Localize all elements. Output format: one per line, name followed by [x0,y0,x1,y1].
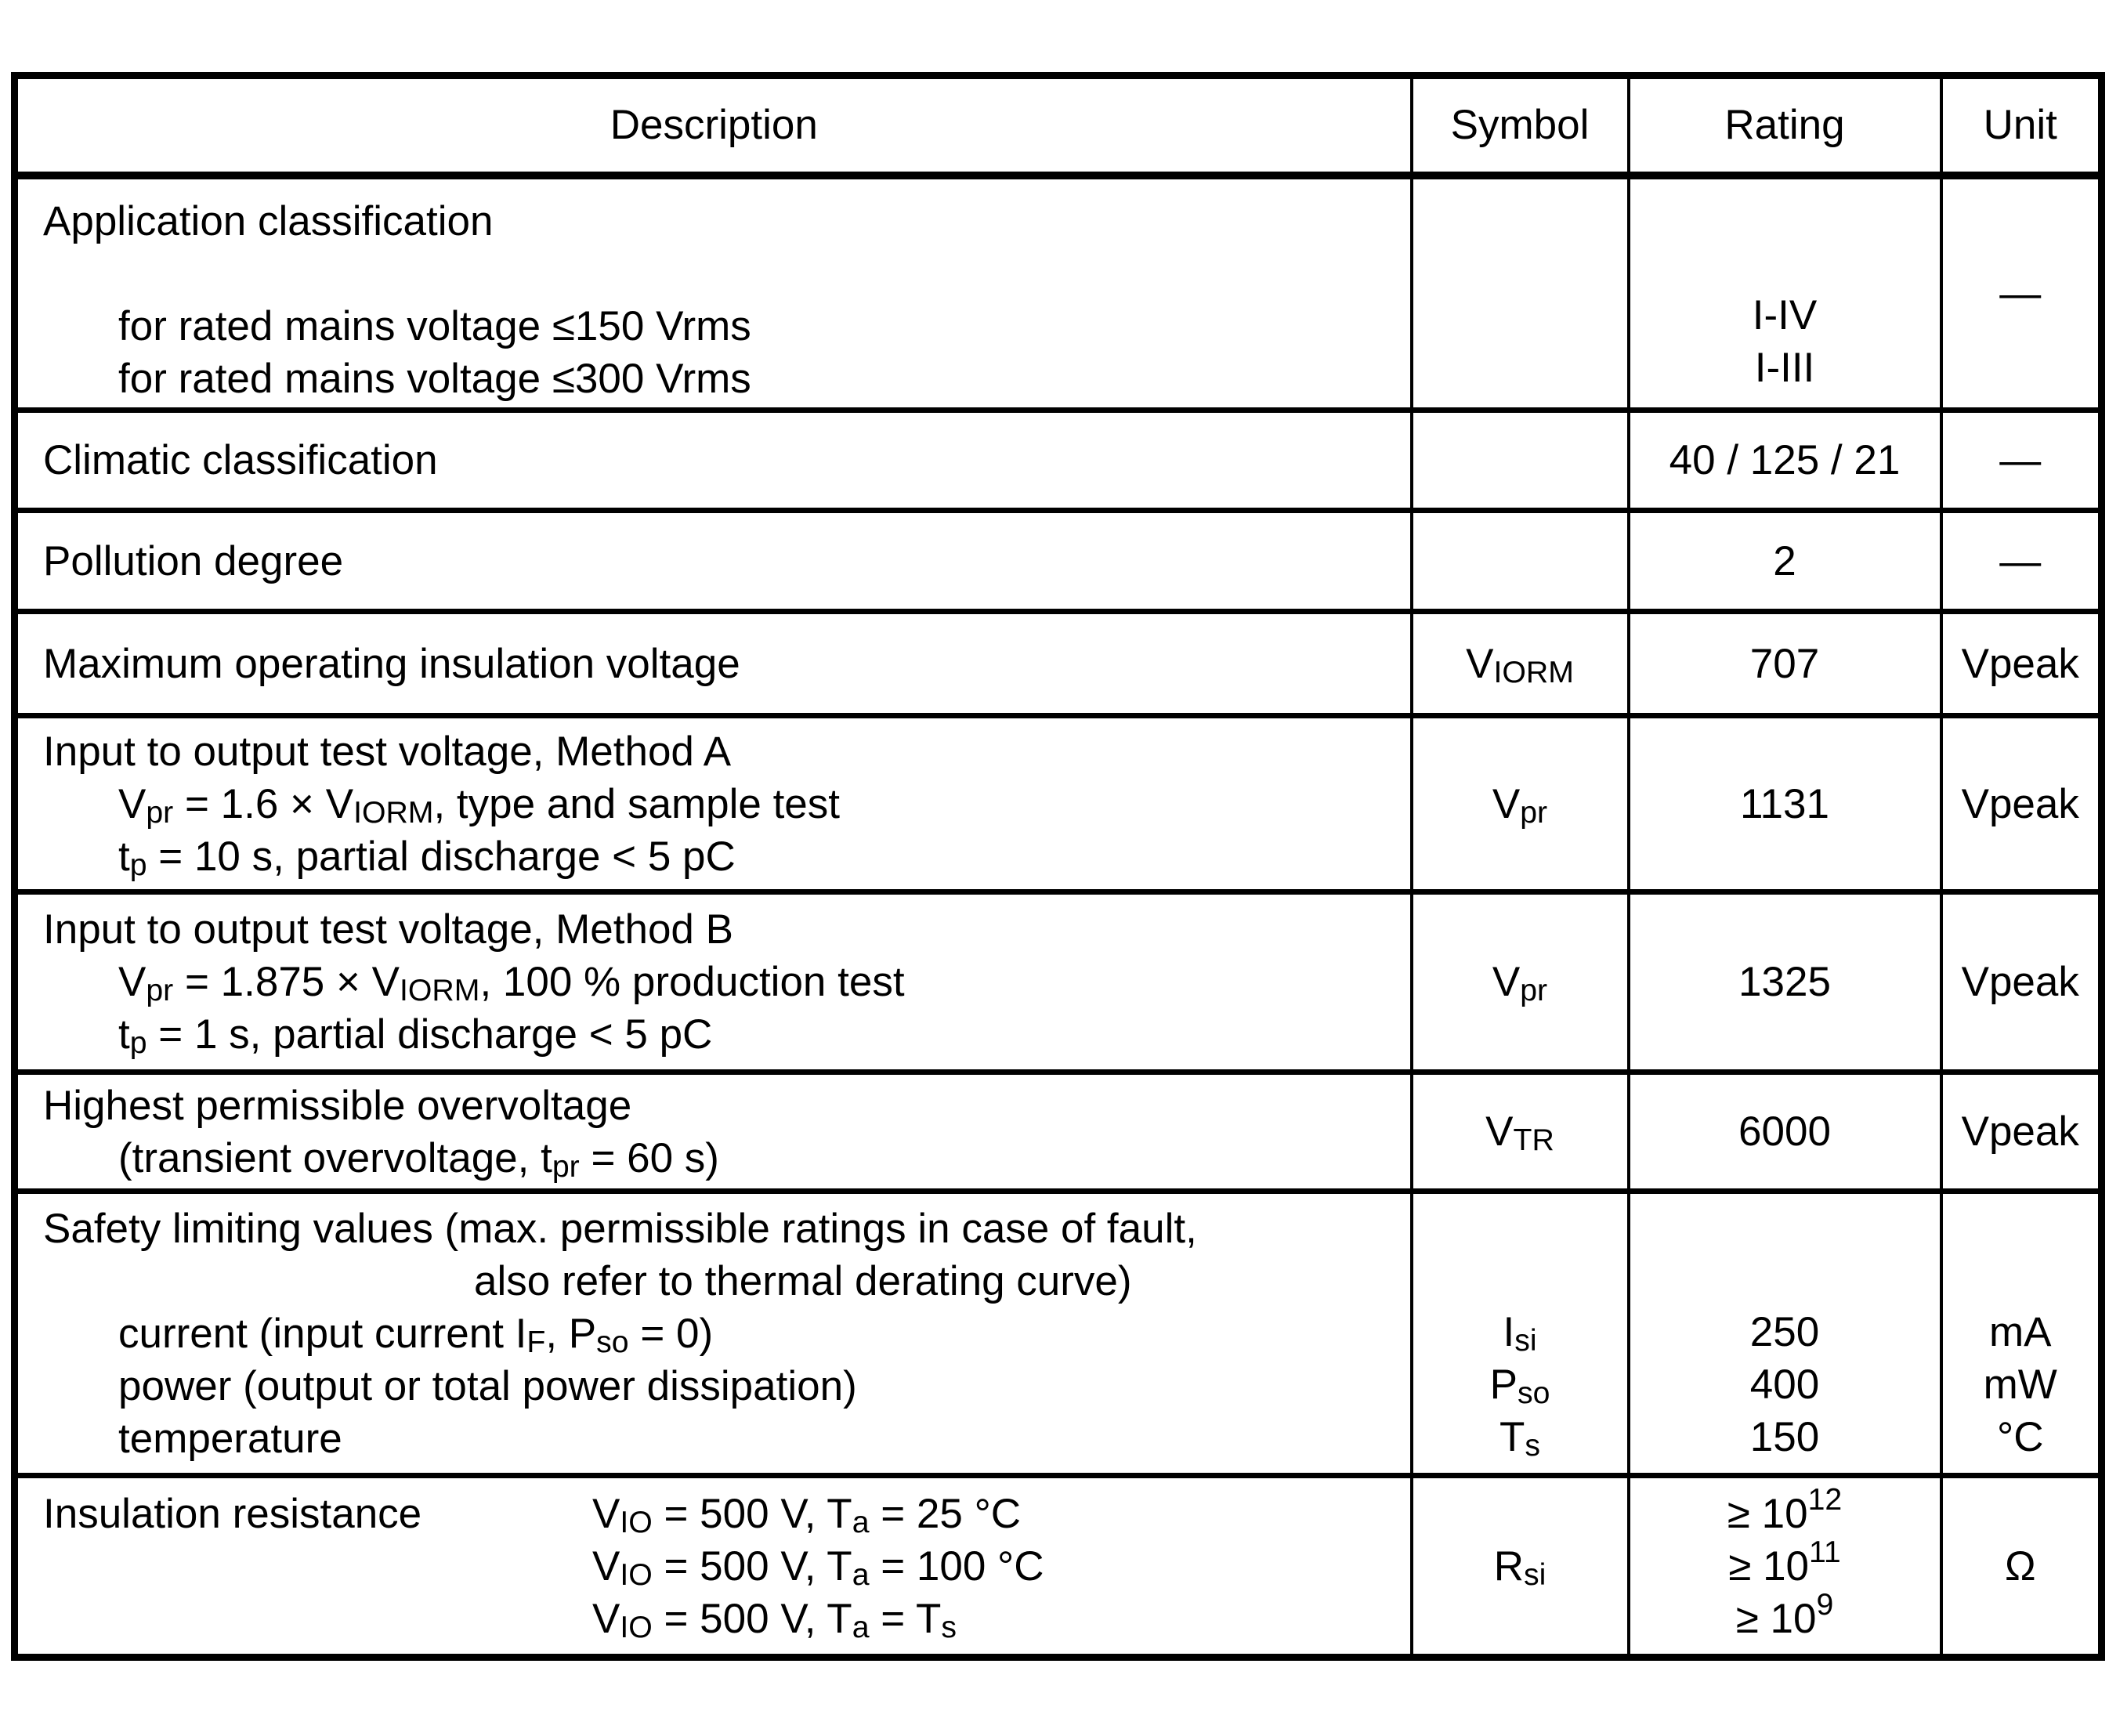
desc-line: Climatic classification [43,437,438,483]
desc-subline: temperature [118,1415,342,1462]
desc-line: Insulation resistance [43,1490,422,1537]
symbol-cell: $R_{si}$ [1412,1476,1629,1658]
col-header-symbol: Symbol [1412,76,1629,175]
desc-subline: $V_{pr} = 1.6 \times V_{IORM}$, type and sample test [118,780,840,830]
rating-cell [1629,175,1941,410]
rating-value: ≥ $10^{12}$ [1727,1481,1843,1537]
rating-cell [1629,612,1941,716]
row-input-to-output-test-voltage-method-b [15,892,2102,1072]
symbol-cell [1412,511,1629,612]
rating-cell [1629,892,1941,1072]
unit-cell: — [1941,410,2102,511]
unit-cell: Vpeak [1941,612,2102,716]
desc-subline: $t_p = 1$ s, partial discharge < 5 pC [118,1011,713,1061]
header-row [15,76,2102,175]
desc-line: Safety limiting values (max. permissible ratings in case of fault, [43,1205,1197,1252]
desc-subline: power (output or total power dissipation) [118,1362,857,1409]
desc-cell [15,410,1412,511]
unit-cell: Vpeak [1941,1072,2102,1192]
desc-continuation-line: also refer to thermal derating curve) [474,1257,1132,1304]
test-conditions [592,1488,1044,1645]
symbol-cell: $V_{TR}$ [1412,1072,1629,1192]
desc-cell [15,892,1412,1072]
rating-value: 1325 [1738,959,1831,1005]
safety-ratings-table [11,72,2105,1661]
desc-cell [15,1476,1412,1658]
symbol-cell: $V_{IORM}$ [1412,612,1629,716]
row-insulation-resistance [15,1476,2102,1658]
rating-cell [1629,511,1941,612]
desc-subline: for rated mains voltage ≤150 Vrms [118,302,751,349]
rating-value: 400 [1749,1362,1820,1408]
desc-line: Maximum operating insulation voltage [43,640,740,687]
rating-cell [1629,1192,1941,1476]
symbol-cell [1412,1192,1629,1476]
unit-cell: Vpeak [1941,716,2102,892]
rating-cell [1629,716,1941,892]
row-highest-permissible-overvoltage [15,1072,2102,1192]
rating-value: 40 / 125 / 21 [1669,437,1901,483]
col-header-unit: Unit [1941,76,2102,175]
desc-line: Input to output test voltage, Method B [43,906,733,953]
desc-cell [15,511,1412,612]
desc-line: Input to output test voltage, Method A [43,728,732,775]
desc-line: Highest permissible overvoltage [43,1082,632,1129]
col-header-description: Description [15,76,1412,175]
symbol-cell: $V_{pr}$ [1412,892,1629,1072]
rating-value: ≥ $10^{11}$ [1728,1534,1841,1590]
condition-line: $V_{IO} = 500$ V, $T_a = 100$ °C [592,1543,1044,1592]
symbol-cell [1412,175,1629,410]
desc-subline: $t_p = 10$ s, partial discharge < 5 pC [118,833,736,882]
rating-cell [1629,1072,1941,1192]
desc-cell [15,612,1412,716]
unit-cell: — [1941,175,2102,410]
rating-cell [1629,410,1941,511]
unit-value: mW [1983,1362,2057,1408]
rating-value: I-III [1754,345,1815,391]
rating-value: ≥ $10^9$ [1735,1586,1834,1642]
desc-cell [15,175,1412,410]
desc-line: Pollution degree [43,537,344,584]
rating-value: 250 [1749,1309,1820,1355]
row-application-classification [15,175,2102,410]
unit-cell [1941,1192,2102,1476]
symbol-value: $T_s$ [1499,1414,1540,1463]
rating-value: 707 [1749,640,1820,687]
row-maximum-operating-insulation-voltage [15,612,2102,716]
desc-cell [15,1192,1412,1476]
symbol-value: $P_{so}$ [1489,1362,1550,1411]
unit-cell: Ω [1941,1476,2102,1658]
unit-cell: Vpeak [1941,892,2102,1072]
symbol-cell [1412,410,1629,511]
row-input-to-output-test-voltage-method-a [15,716,2102,892]
row-climatic-classification [15,410,2102,511]
row-safety-limiting-values [15,1192,2102,1476]
condition-line: $V_{IO} = 500$ V, $T_a = 25$ °C [592,1490,1022,1539]
symbol-value: $I_{si}$ [1503,1309,1537,1358]
rating-cell [1629,1476,1941,1658]
unit-value: °C [1997,1414,2044,1460]
condition-line: $V_{IO} = 500$ V, $T_a = T_s$ [592,1595,957,1644]
desc-subline: for rated mains voltage ≤300 Vrms [118,355,751,402]
spacer [43,248,1401,300]
desc-cell [15,716,1412,892]
desc-line: Application classification [43,197,494,244]
rating-value: 1131 [1740,780,1829,827]
desc-subline: current (input current $I_F$, $P_{so} = 0$) [118,1310,714,1359]
rating-value: 150 [1749,1414,1820,1460]
unit-value: mA [1989,1309,2052,1355]
desc-cell [15,1072,1412,1192]
rating-value: 2 [1773,537,1796,584]
desc-subline: (transient overvoltage, $t_{pr} = 60$ s) [118,1134,719,1184]
unit-cell: — [1941,511,2102,612]
col-header-rating: Rating [1629,76,1941,175]
desc-subline: $V_{pr} = 1.875 \times V_{IORM}$, 100 % production test [118,959,905,1008]
row-pollution-degree [15,511,2102,612]
rating-value: I-IV [1752,292,1818,338]
symbol-cell: $V_{pr}$ [1412,716,1629,892]
rating-value: 6000 [1738,1109,1831,1155]
